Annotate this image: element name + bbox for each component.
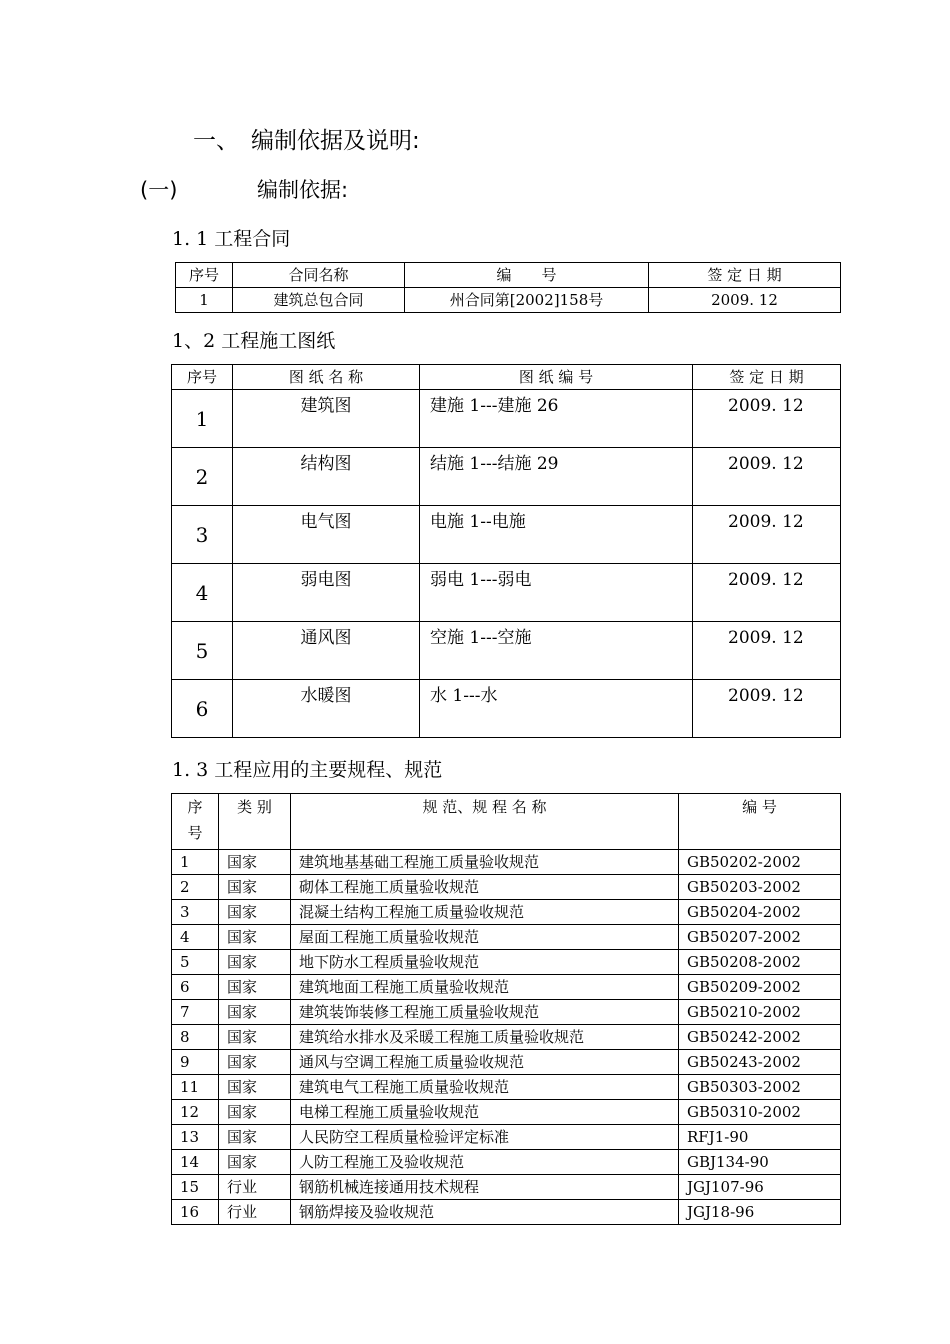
cell: 12: [172, 1100, 219, 1125]
subsection-standards-title: 1. 3 工程应用的主要规程、规范: [172, 759, 443, 781]
cell: 弱电图: [233, 564, 420, 622]
cell: GB50208-2002: [679, 950, 841, 975]
cell: 水 1---水: [420, 680, 693, 738]
heading-text: 编制依据及说明:: [251, 128, 420, 154]
header-cell: 类 别: [219, 794, 291, 850]
header-cell: 序号: [176, 263, 233, 288]
cell: 2009. 12: [693, 622, 841, 680]
cell: 2009. 12: [693, 680, 841, 738]
cell: 屋面工程施工质量验收规范: [291, 925, 679, 950]
cell: GB50209-2002: [679, 975, 841, 1000]
standards-table: [171, 793, 841, 1225]
cell: GB50202-2002: [679, 850, 841, 875]
cell: 4: [172, 564, 233, 622]
cell: 2: [172, 875, 219, 900]
cell: 建筑地基基础工程施工质量验收规范: [291, 850, 679, 875]
header-seq-line: 序: [187, 798, 203, 816]
cell: 5: [172, 622, 233, 680]
cell: 1: [176, 288, 233, 313]
cell: 通风图: [233, 622, 420, 680]
table-header-row: [172, 365, 841, 390]
header-cell: [172, 794, 219, 850]
cell: 8: [172, 1025, 219, 1050]
heading-text: 编制依据:: [257, 178, 349, 202]
cell: 1: [172, 850, 219, 875]
cell: JGJ107-96: [679, 1175, 841, 1200]
cell: 2009. 12: [693, 564, 841, 622]
cell: 7: [172, 1000, 219, 1025]
section-heading-1: [193, 122, 420, 155]
table-row: [172, 950, 841, 975]
cell: 国家: [219, 1125, 291, 1150]
cell: 建筑地面工程施工质量验收规范: [291, 975, 679, 1000]
cell: 1: [172, 390, 233, 448]
table-header-row: [172, 794, 841, 850]
table-row: [172, 1125, 841, 1150]
cell: 空施 1---空施: [420, 622, 693, 680]
cell: 国家: [219, 925, 291, 950]
heading-number: (一): [140, 178, 178, 202]
table-header-row: [176, 263, 841, 288]
header-cell: 图 纸 名 称: [233, 365, 420, 390]
table-row: [172, 850, 841, 875]
table-row: [172, 1150, 841, 1175]
cell: 2009. 12: [693, 448, 841, 506]
cell: 国家: [219, 950, 291, 975]
cell: 2009. 12: [693, 390, 841, 448]
cell: 5: [172, 950, 219, 975]
cell: 国家: [219, 975, 291, 1000]
table-row: [172, 1075, 841, 1100]
header-cell: 合同名称: [233, 263, 405, 288]
cell: 行业: [219, 1200, 291, 1225]
table-row: [172, 680, 841, 738]
cell: 国家: [219, 1075, 291, 1100]
cell: 人民防空工程质量检验评定标准: [291, 1125, 679, 1150]
cell: GB50210-2002: [679, 1000, 841, 1025]
table-row: [172, 390, 841, 448]
cell: 建筑装饰装修工程施工质量验收规范: [291, 1000, 679, 1025]
cell: 钢筋机械连接通用技术规程: [291, 1175, 679, 1200]
heading-number: 一、: [193, 128, 239, 154]
cell: GBJ134-90: [679, 1150, 841, 1175]
cell: 混凝土结构工程施工质量验收规范: [291, 900, 679, 925]
header-seq-line: 号: [187, 824, 203, 842]
cell: 国家: [219, 875, 291, 900]
cell: 15: [172, 1175, 219, 1200]
cell: GB50310-2002: [679, 1100, 841, 1125]
cell: 结施 1---结施 29: [420, 448, 693, 506]
subsection-drawings-title: 1、2 工程施工图纸: [172, 330, 336, 352]
table-row: [172, 1025, 841, 1050]
table-row: [172, 925, 841, 950]
cell: 通风与空调工程施工质量验收规范: [291, 1050, 679, 1075]
subsection-contract-title: 1. 1 工程合同: [172, 228, 291, 250]
table-row: [172, 875, 841, 900]
cell: 水暖图: [233, 680, 420, 738]
header-cell: 图 纸 编 号: [420, 365, 693, 390]
cell: 电气图: [233, 506, 420, 564]
table-row: [172, 1200, 841, 1225]
cell: 3: [172, 506, 233, 564]
contract-table: [175, 262, 841, 313]
cell: 6: [172, 975, 219, 1000]
cell: GB50303-2002: [679, 1075, 841, 1100]
cell: 建施 1---建施 26: [420, 390, 693, 448]
cell: 结构图: [233, 448, 420, 506]
table-row: [172, 564, 841, 622]
cell: 14: [172, 1150, 219, 1175]
header-cell: 规 范、规 程 名 称: [291, 794, 679, 850]
standards-table-body: [172, 850, 841, 1225]
cell: 国家: [219, 1000, 291, 1025]
header-cell: 序号: [172, 365, 233, 390]
cell: GB50207-2002: [679, 925, 841, 950]
header-cell: 编 号: [405, 263, 649, 288]
cell: JGJ18-96: [679, 1200, 841, 1225]
cell: 建筑图: [233, 390, 420, 448]
section-heading-2: [140, 174, 348, 204]
cell: 电梯工程施工质量验收规范: [291, 1100, 679, 1125]
cell: 国家: [219, 1025, 291, 1050]
cell: 9: [172, 1050, 219, 1075]
cell: 国家: [219, 1100, 291, 1125]
cell: 6: [172, 680, 233, 738]
table-row: [172, 622, 841, 680]
cell: GB50243-2002: [679, 1050, 841, 1075]
cell: 2: [172, 448, 233, 506]
table-row: [172, 448, 841, 506]
header-cell: 签 定 日 期: [693, 365, 841, 390]
table-row: [172, 1175, 841, 1200]
cell: RFJ1-90: [679, 1125, 841, 1150]
cell: 行业: [219, 1175, 291, 1200]
cell: 建筑给水排水及采暖工程施工质量验收规范: [291, 1025, 679, 1050]
cell: GB50203-2002: [679, 875, 841, 900]
cell: 国家: [219, 850, 291, 875]
table-row: [176, 288, 841, 313]
cell: 电施 1--电施: [420, 506, 693, 564]
cell: 建筑电气工程施工质量验收规范: [291, 1075, 679, 1100]
cell: 地下防水工程质量验收规范: [291, 950, 679, 975]
drawings-table: [171, 364, 841, 738]
table-row: [172, 975, 841, 1000]
cell: 国家: [219, 1150, 291, 1175]
table-row: [172, 506, 841, 564]
header-cell: 编 号: [679, 794, 841, 850]
header-cell: 签 定 日 期: [649, 263, 841, 288]
cell: 2009. 12: [693, 506, 841, 564]
cell: 16: [172, 1200, 219, 1225]
cell: 13: [172, 1125, 219, 1150]
cell: 2009. 12: [649, 288, 841, 313]
cell: 人防工程施工及验收规范: [291, 1150, 679, 1175]
cell: 3: [172, 900, 219, 925]
cell: 11: [172, 1075, 219, 1100]
cell: GB50242-2002: [679, 1025, 841, 1050]
cell: 建筑总包合同: [233, 288, 405, 313]
cell: 国家: [219, 1050, 291, 1075]
cell: 国家: [219, 900, 291, 925]
cell: 砌体工程施工质量验收规范: [291, 875, 679, 900]
cell: 钢筋焊接及验收规范: [291, 1200, 679, 1225]
cell: 州合同第[2002]158号: [405, 288, 649, 313]
cell: GB50204-2002: [679, 900, 841, 925]
cell: 4: [172, 925, 219, 950]
table-row: [172, 1050, 841, 1075]
cell: 弱电 1---弱电: [420, 564, 693, 622]
table-row: [172, 1000, 841, 1025]
table-row: [172, 900, 841, 925]
table-row: [172, 1100, 841, 1125]
